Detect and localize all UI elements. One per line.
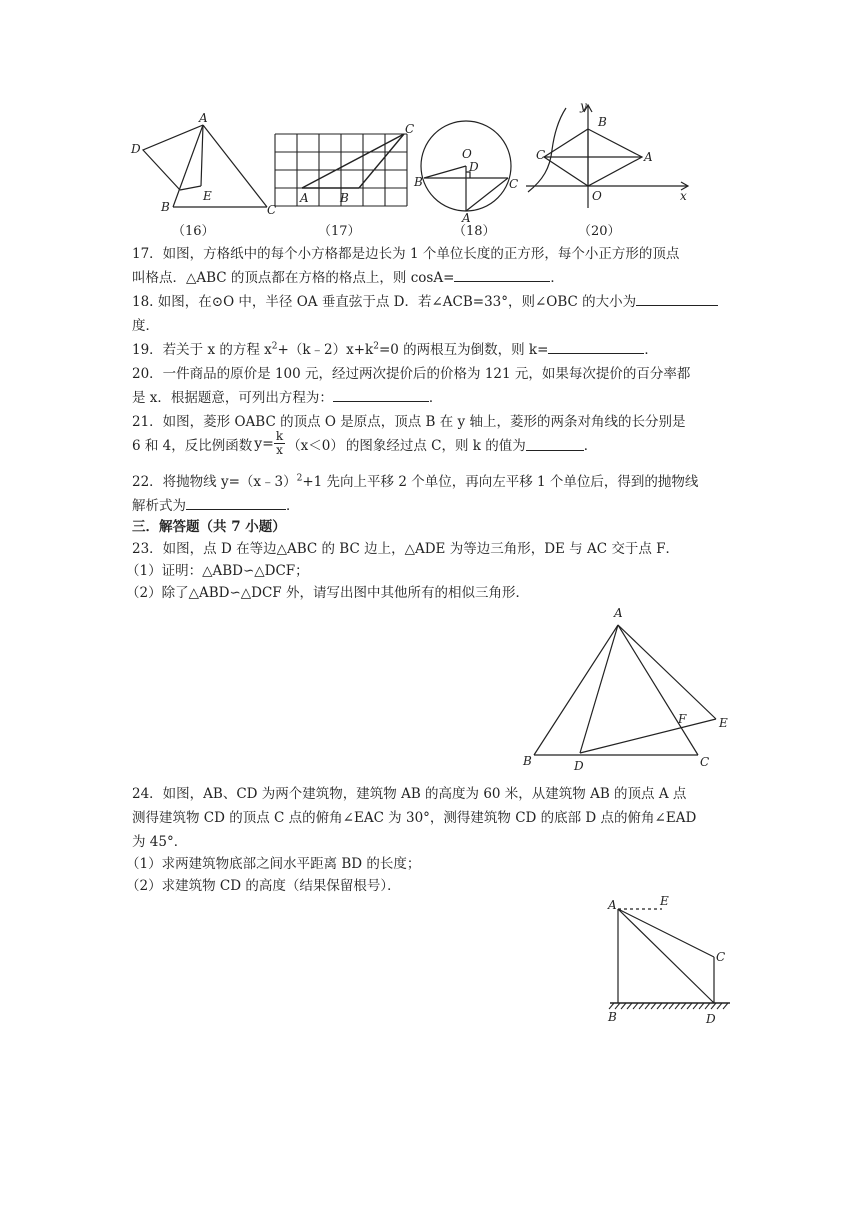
- q18-line1: 18. 如图，在⊙O 中，半径 OA 垂直弦于点 D．若∠ACB=33°，则∠OBC 的大小为: [132, 290, 718, 310]
- q21-line1: 21．如图，菱形 OABC 的顶点 O 是原点，顶点 B 在 y 轴上，菱形的两条对角线的长分别是: [132, 414, 686, 430]
- reciprocal-function-formula: y= $\frac{k}{x}$ （x＜0）: [254, 429, 344, 457]
- q22-line1: 22．将抛物线 y=（x﹣3）$^2$+1 先向上平移 2 个单位，再向左平移 1 个单位后，得到的抛物线: [132, 473, 699, 490]
- figure-20: [518, 100, 693, 212]
- q17-line1: 17．如图，方格纸中的每个小方格都是边长为 1 个单位长度的正方形，每个小正方形的顶点: [132, 246, 680, 262]
- svg-text:D: D: [706, 1012, 716, 1026]
- q23-line1: 23．如图，点 D 在等边△ABC 的 BC 边上，△ADE 为等边三角形，DE 与 AC 交于点 F．: [132, 541, 679, 557]
- caption-17: （17）: [318, 224, 361, 239]
- svg-text:B: B: [161, 200, 170, 214]
- q24-line1: 24．如图，AB、CD 为两个建筑物，建筑物 AB 的高度为 60 米，从建筑物 AB 的顶点 A 点: [132, 786, 687, 802]
- svg-text:D: D: [574, 759, 584, 773]
- section-heading: 三．解答题（共 7 小题）: [132, 519, 286, 535]
- answer-blank-22[interactable]: [186, 509, 286, 510]
- q24-line2: 测得建筑物 CD 的顶点 C 点的俯角∠EAC 为 30°，测得建筑物 CD 的底部 D 点的俯角∠EAD: [132, 810, 697, 826]
- svg-text:A: A: [300, 191, 309, 205]
- q18-line2: 度．: [132, 318, 159, 334]
- svg-text:D: D: [469, 160, 479, 174]
- caption-20: （20）: [578, 224, 621, 239]
- svg-text:C: C: [716, 950, 726, 964]
- answer-blank-19[interactable]: [548, 353, 644, 354]
- svg-text:O: O: [462, 147, 472, 161]
- q20-line2: 是 x．根据题意，可列出方程为： ．: [132, 390, 443, 406]
- svg-text:A: A: [199, 111, 208, 125]
- figure-17: [268, 118, 420, 216]
- svg-text:C: C: [509, 177, 519, 191]
- figure-24: [600, 893, 740, 1031]
- svg-text:x: x: [680, 189, 687, 203]
- svg-text:B: B: [414, 175, 423, 189]
- q22-line2: 解析式为 ．: [132, 498, 300, 514]
- figure-16: [125, 110, 275, 220]
- svg-text:A: A: [608, 898, 617, 912]
- svg-text:B: B: [523, 754, 532, 768]
- q24-line4: （1）求两建筑物底部之间水平距离 BD 的长度；: [126, 856, 421, 872]
- svg-text:B: B: [340, 191, 349, 205]
- svg-text:F: F: [678, 712, 687, 726]
- svg-text:C: C: [405, 122, 415, 136]
- figure-18: [412, 108, 522, 225]
- svg-text:D: D: [131, 142, 141, 156]
- svg-text:B: B: [598, 115, 607, 129]
- svg-text:A: A: [614, 606, 623, 620]
- q21-line2: 6 和 4，反比例函数 y= $\frac{k}{x}$ （x＜0） 的图象经过点 C，则 k 的值为 ．: [132, 429, 598, 457]
- q24-line3: 为 45°．: [132, 834, 188, 850]
- svg-text:A: A: [644, 150, 653, 164]
- svg-text:C: C: [267, 203, 277, 217]
- q17-line2: 叫格点．△ABC 的顶点都在方格的格点上，则 cosA= ．: [132, 270, 564, 286]
- caption-18: （18）: [453, 224, 496, 239]
- svg-text:E: E: [203, 189, 212, 203]
- answer-blank-20[interactable]: [333, 401, 429, 402]
- q20-line1: 20．一件商品的原价是 100 元，经过两次提价后的价格为 121 元，如果每次提价的百分率都: [132, 366, 691, 382]
- svg-text:A: A: [462, 211, 471, 225]
- q23-line3: （2）除了△ABD∽△DCF 外，请写出图中其他所有的相似三角形．: [126, 585, 529, 601]
- svg-text:B: B: [608, 1010, 617, 1024]
- q23-line2: （1）证明：△ABD∽△DCF；: [126, 563, 309, 579]
- svg-text:E: E: [660, 894, 669, 908]
- svg-text:O: O: [592, 189, 602, 203]
- figure-23: [520, 603, 740, 775]
- svg-text:y: y: [580, 99, 587, 113]
- caption-16: （16）: [172, 224, 215, 239]
- svg-text:C: C: [536, 148, 546, 162]
- q24-line5: （2）求建筑物 CD 的高度（结果保留根号）．: [126, 878, 401, 894]
- svg-text:E: E: [719, 716, 728, 730]
- q19-line: 19．若关于 x 的方程 $x^2+(k﹣2)x+k^2=0$ 的两根互为倒数，则 k= ．: [132, 341, 658, 358]
- answer-blank-17[interactable]: [454, 281, 550, 282]
- answer-blank-18[interactable]: [636, 305, 718, 306]
- svg-text:C: C: [700, 755, 710, 769]
- answer-blank-21[interactable]: [526, 436, 584, 451]
